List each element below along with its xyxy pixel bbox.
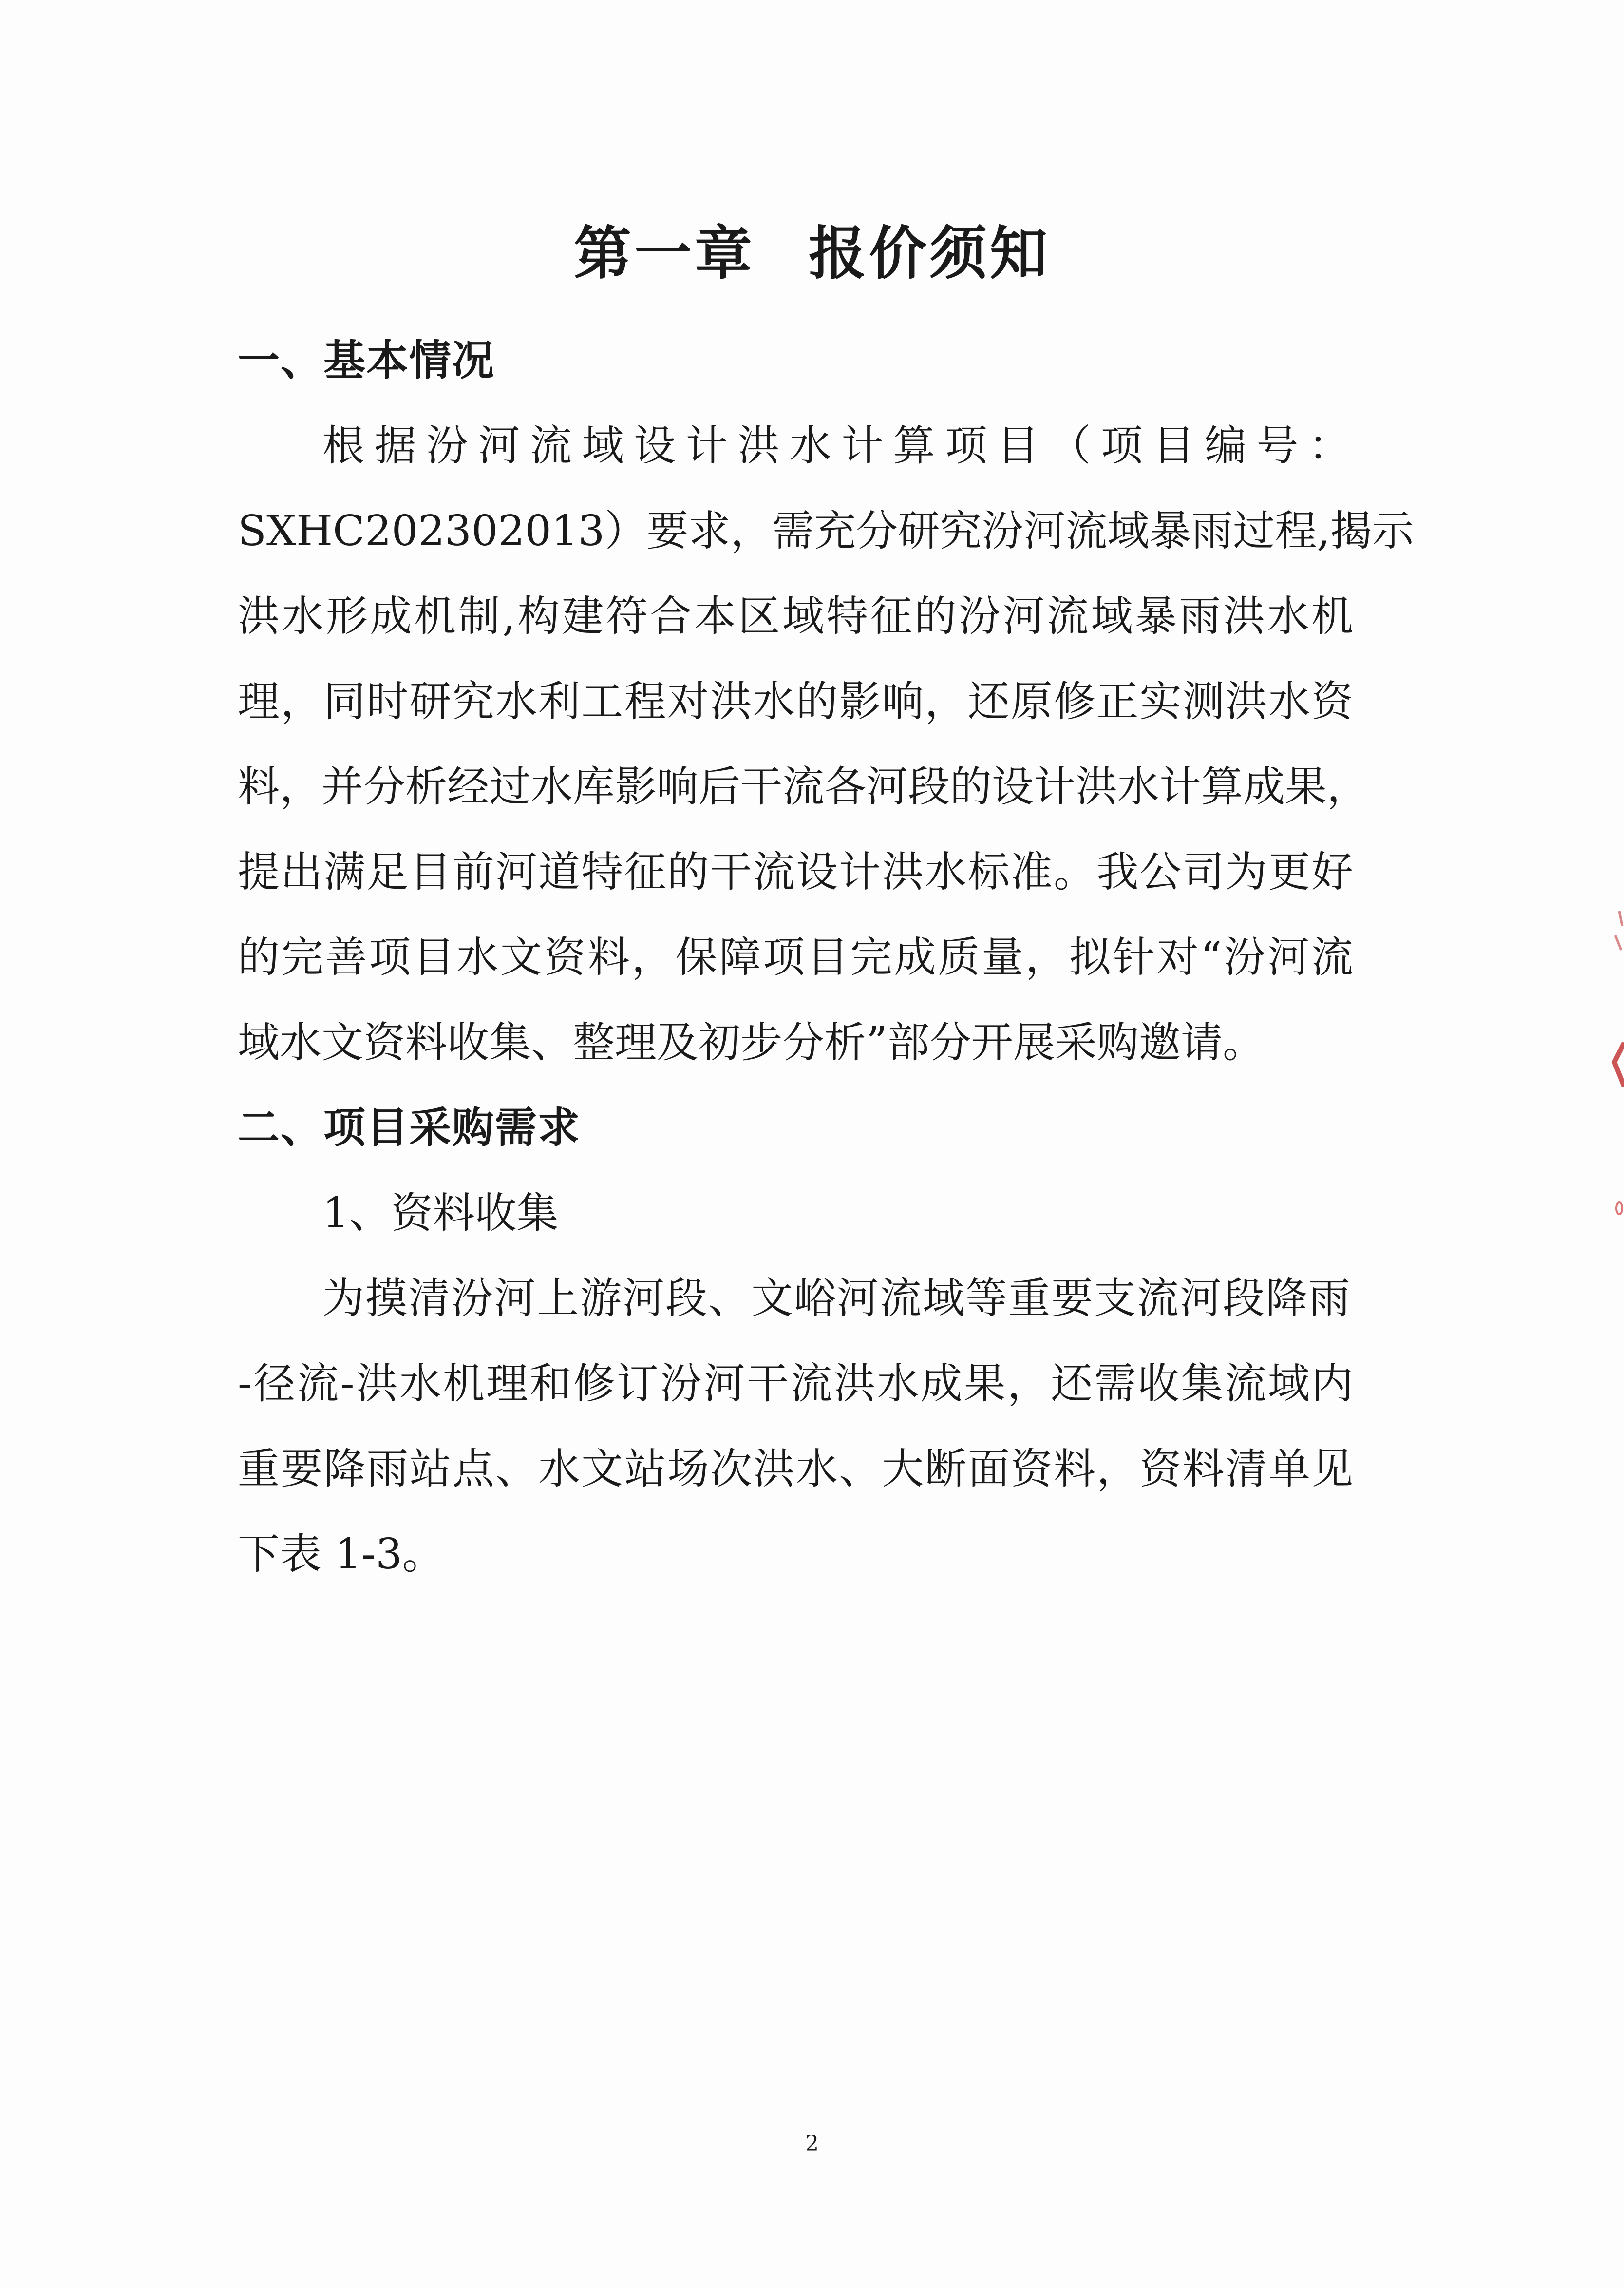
paragraph-line (322, 419, 1350, 473)
chapter-number: 第一章 (573, 219, 755, 287)
paragraph-line (322, 1272, 1350, 1325)
seal-fragment-icon (1605, 1189, 1624, 1247)
chapter-title (0, 219, 1624, 287)
paragraph-line-text: 提出满足目前河道特征的干流设计洪水标准。我公司为更好 (238, 848, 1353, 896)
paragraph-line-text: SXHC202302013）要求，需充分研究汾河流域暴雨过程,揭示 (238, 507, 1414, 555)
paragraph-line-text: 料，并分析经过水库影响后干流各河段的设计洪水计算成果， (238, 763, 1369, 811)
paragraph-line (238, 845, 1353, 899)
subsection-heading-data-collection: 1、资料收集 (322, 1189, 559, 1238)
paragraph-line (238, 590, 1353, 643)
paragraph-line (238, 1527, 444, 1581)
paragraph-line (238, 931, 1353, 984)
section-heading-procurement: 二、项目采购需求 (238, 1103, 581, 1152)
paragraph-line-text: -径流-洪水机理和修订汾河干流洪水成果，还需收集流域内 (238, 1359, 1353, 1408)
paragraph-line-text: 洪水形成机制,构建符合本区域特征的汾河流域暴雨洪水机 (238, 592, 1353, 641)
paragraph-line (238, 760, 1369, 814)
section-heading-basic-info: 一、基本情况 (238, 336, 495, 385)
chapter-name: 报价须知 (809, 219, 1051, 287)
paragraph-line-text: 为摸清汾河上游河段、文峪河流域等重要支流河段降雨 (322, 1274, 1350, 1323)
seal-fragment-icon (1605, 906, 1624, 965)
paragraph-line-text: 理，同时研究水利工程对洪水的影响，还原修正实测洪水资 (238, 677, 1353, 726)
paragraph-line-text: 重要降雨站点、水文站场次洪水、大断面资料，资料清单见 (238, 1445, 1353, 1493)
paragraph-line-text: 域水文资料收集、整理及初步分析”部分开展采购邀请。 (238, 1018, 1265, 1067)
page-number: 2 (805, 2131, 819, 2156)
paragraph-line (238, 1016, 1265, 1069)
paragraph-line (238, 1442, 1353, 1496)
paragraph-line (238, 504, 1414, 558)
paragraph-line-text: 的完善项目水文资料，保障项目完成质量，拟针对“汾河流 (238, 933, 1353, 982)
paragraph-line-text: 下表 1-3。 (238, 1530, 444, 1579)
paragraph-line (238, 675, 1353, 728)
paragraph-line-text: 根据汾河流域设计洪水计算项目（项目编号： (322, 421, 1350, 470)
seal-fragment-icon (1605, 1033, 1624, 1091)
paragraph-line (238, 1357, 1353, 1411)
